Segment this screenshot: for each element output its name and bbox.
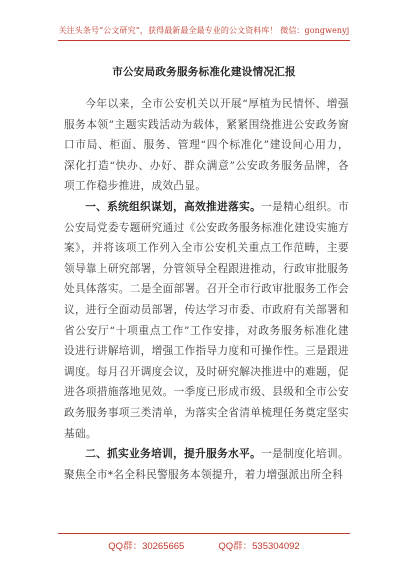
intro-paragraph xyxy=(64,94,349,197)
section-one-paragraph xyxy=(64,197,349,444)
qq-group-2: QQ群：535304092 xyxy=(218,541,300,552)
qq-group-1: QQ群：30265665 xyxy=(108,541,185,552)
document-body xyxy=(64,94,349,485)
document-title: 市公安局政务服务标准化建设情况汇报 xyxy=(112,66,296,78)
section-heading: 一、系统组织谋划，高效推进落实。 xyxy=(85,200,262,213)
header-divider xyxy=(58,40,350,41)
section-two-paragraph xyxy=(64,444,349,485)
paragraph-text: 今年以来，全市公安机关以开展“厚植为民情怀、增强服务本领”主题实践活动为载体，紧紧围绕推进公安政务窗口市局、柜面、服务、管理“四个标准化”建设间心用力，深化打造“快办、办好、群众满意”公安政务服务品牌，各项工作稳步推进，成效凸显。 xyxy=(64,98,349,193)
footer-divider xyxy=(58,533,350,534)
footer-contacts xyxy=(0,538,408,552)
header-banner: 关注头条号“公文研究”，获得最新最全最专业的公文资料库！ 微信：gongwenyj xyxy=(58,26,350,35)
section-heading: 二、抓实业务培训，提升服务水平。 xyxy=(85,448,262,461)
paragraph-text: 一是精心组织。市公安局党委专题研究通过《公安政务服务标准化建设实施方案》，并将该项工作列入全市公安机关重点工作范畴，主要领导靠上研究部署，分管领导全程跟进推动，行政审批服务处具体落实。二是全面部署。召开全市行政审批服务工作会议，进行全面动员部署，传达学习市委、市政府有关部署和省公安厅“十项重点工作”工作安排，对政务服务标准化建设进行讲解培训，增强工作指导力度和可操作性。三是跟进调度。每月召开调度会议，及时研究解决推进中的难题，促进各项措施落地见效。一季度已形成市级、县级和全市公安政务服务事项三类清单，为落实全省清单梳理任务奠定坚实基础。 xyxy=(64,200,349,440)
paragraph-text: 一是制度化培训。聚焦全市*名全科民警服务本领提升，着力增强派出所全科 xyxy=(64,448,349,481)
